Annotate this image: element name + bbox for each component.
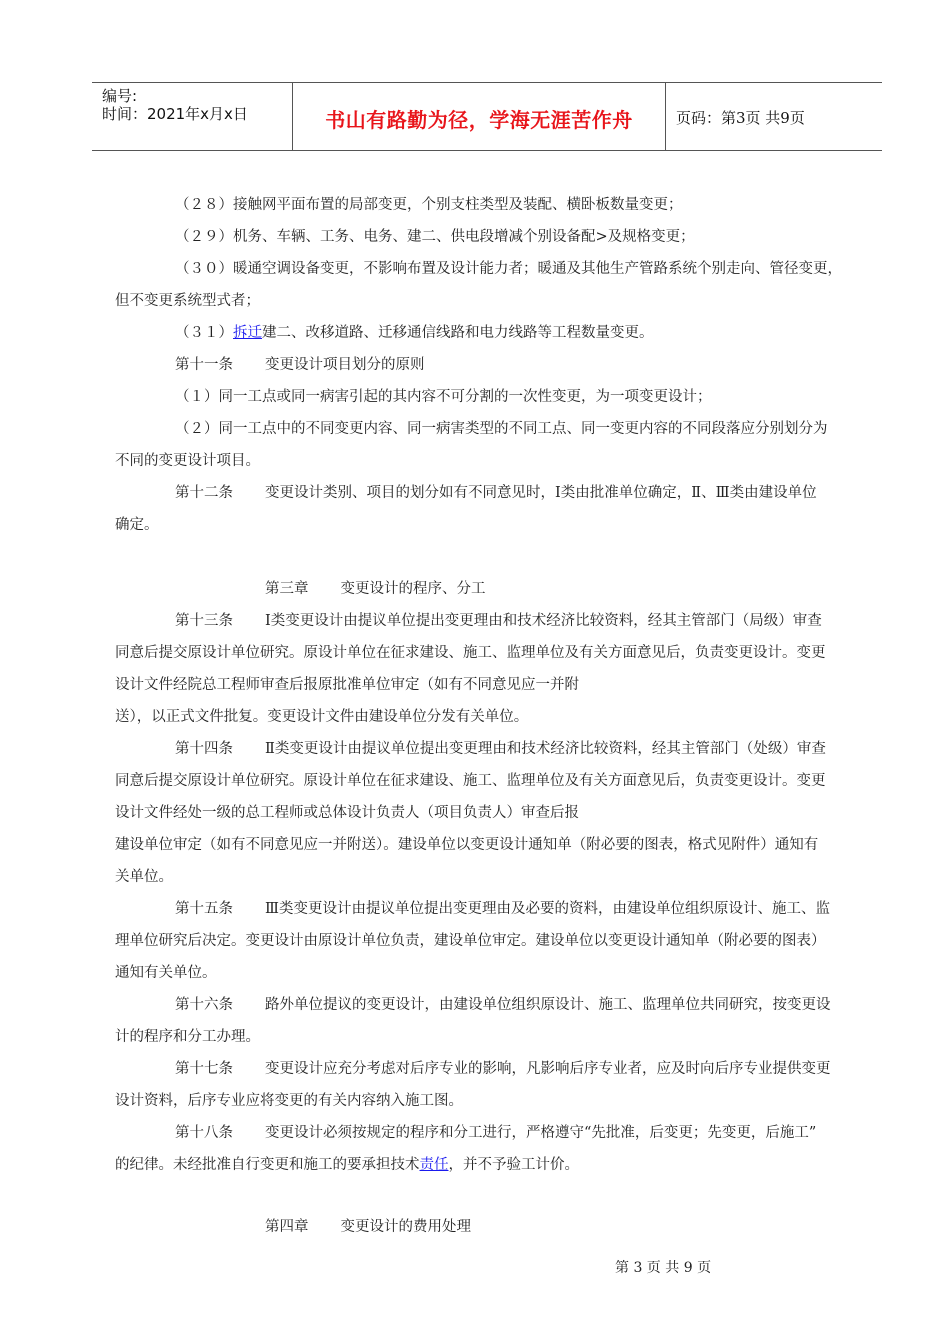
article-11-text: 变更设计项目划分的原则 — [265, 357, 425, 373]
article-17-line-2: 设计资料，后序专业应将变更的有关内容纳入施工图。 — [115, 1093, 463, 1109]
item-31-prefix: （３１） — [175, 325, 233, 341]
article-16-text: 路外单位提议的变更设计，由建设单位组织原设计、施工、监理单位共同研究，按变更设 — [265, 997, 831, 1013]
article-15-title: 第十五条 — [175, 901, 233, 917]
item-30-line-2: 但不变更系统型式者； — [115, 293, 260, 309]
article-16-line-2: 计的程序和分工办理。 — [115, 1029, 260, 1045]
article-17-text: 变更设计应充分考虑对后序专业的影响，凡影响后序专业者，应及时向后序专业提供变更 — [265, 1061, 831, 1077]
item-30-line-1: （３０）暖通空调设备变更，不影响布置及设计能力者；暖通及其他生产管路系统个别走向、管径变更， — [175, 261, 842, 277]
article-16-line-1 — [175, 993, 831, 1014]
document-number-label: 编号: — [102, 87, 138, 105]
article-12-title: 第十二条 — [175, 485, 233, 501]
header-page-info: 页码：第3页 共9页 — [676, 109, 805, 127]
article-18-line-2-prefix: 的纪律。未经批准自行变更和施工的要承担技术 — [115, 1157, 420, 1173]
article-16-title: 第十六条 — [175, 997, 233, 1013]
article-14-line-1 — [175, 737, 826, 758]
article-13-line-4: 送），以正式文件批复。变更设计文件由建设单位分发有关单位。 — [115, 709, 529, 725]
article-12-text: 变更设计类别、项目的划分如有不同意见时，Ⅰ类由批准单位确定，Ⅱ、Ⅲ类由建设单位 — [265, 485, 817, 501]
article-17-title: 第十七条 — [175, 1061, 233, 1077]
article-15-line-3: 通知有关单位。 — [115, 965, 217, 981]
chapter-4-heading — [265, 1215, 471, 1236]
item-31-text: 建二、改移道路、迁移通信线路和电力线路等工程数量变更。 — [262, 325, 654, 341]
article-11-point-2-line-1: （２）同一工点中的不同变更内容、同一病害类型的不同工点、同一变更内容的不同段落应分别划分为 — [175, 421, 828, 437]
page-footer: 第 3 页 共 9 页 — [615, 1260, 712, 1276]
article-17-line-1 — [175, 1057, 831, 1078]
article-15-text: Ⅲ类变更设计由提议单位提出变更理由及必要的资料，由建设单位组织原设计、施工、监 — [265, 901, 830, 917]
article-11-title: 第十一条 — [175, 357, 233, 373]
article-18-line-2 — [115, 1153, 579, 1174]
chapter-4-text: 变更设计的费用处理 — [340, 1219, 471, 1235]
article-11-heading — [175, 353, 425, 374]
chapter-3-text: 变更设计的程序、分工 — [340, 581, 486, 597]
article-18-line-2-suffix: ，并不予验工计价。 — [448, 1157, 579, 1173]
responsibility-link[interactable]: 责任 — [419, 1157, 449, 1173]
article-18-text: 变更设计必须按规定的程序和分工进行，严格遵守“先批准，后变更；先变更，后施工” — [265, 1125, 817, 1141]
item-31 — [175, 321, 654, 342]
article-11-point-1: （１）同一工点或同一病害引起的其内容不可分割的一次性变更，为一项变更设计； — [175, 389, 712, 405]
article-15-line-1 — [175, 897, 830, 918]
article-13-line-2: 同意后提交原设计单位研究。原设计单位在征求建设、施工、监理单位及有关方面意见后，负责变更设计。变更 — [115, 645, 826, 661]
article-13-text: Ⅰ类变更设计由提议单位提出变更理由和技术经济比较资料，经其主管部门（局级）审查 — [265, 613, 822, 629]
article-13-line-1 — [175, 609, 822, 630]
item-28: （２８）接触网平面布置的局部变更，个别支柱类型及装配、横卧板数量变更； — [175, 197, 683, 213]
article-14-line-3: 设计文件经处一级的总工程师或总体设计负责人（项目负责人）审查后报 — [115, 805, 579, 821]
article-14-title: 第十四条 — [175, 741, 233, 757]
article-15-line-2: 理单位研究后决定。变更设计由原设计单位负责，建设单位审定。建设单位以变更设计通知单（附必要的图表） — [115, 933, 826, 949]
header-motto: 书山有路勤为径，学海无涯苦作舟 — [325, 108, 633, 132]
article-14-line-5: 关单位。 — [115, 869, 173, 885]
article-18-title: 第十八条 — [175, 1125, 233, 1141]
chapter-4-title: 第四章 — [265, 1219, 309, 1235]
demolition-link[interactable]: 拆迁 — [233, 325, 262, 341]
chapter-3-title: 第三章 — [265, 581, 309, 597]
article-13-line-3: 设计文件经院总工程师审查后报原批准单位审定（如有不同意见应一并附 — [115, 677, 579, 693]
article-12-line-2: 确定。 — [115, 517, 159, 533]
article-12-line-1 — [175, 481, 817, 502]
article-14-line-2: 同意后提交原设计单位研究。原设计单位在征求建设、施工、监理单位及有关方面意见后，负责变更设计。变更 — [115, 773, 826, 789]
document-time-label: 时间：2021年x月x日 — [102, 105, 248, 123]
article-14-line-4: 建设单位审定（如有不同意见应一并附送）。建设单位以变更设计通知单（附必要的图表，格式见附件）通知有 — [115, 837, 819, 853]
article-11-point-2-line-2: 不同的变更设计项目。 — [115, 453, 260, 469]
article-18-line-1 — [175, 1121, 816, 1142]
article-14-text: Ⅱ类变更设计由提议单位提出变更理由和技术经济比较资料，经其主管部门（处级）审查 — [265, 741, 826, 757]
article-13-title: 第十三条 — [175, 613, 233, 629]
item-29: （２９）机务、车辆、工务、电务、建二、供电段增减个别设备配>及规格变更； — [175, 229, 695, 245]
chapter-3-heading — [265, 577, 486, 598]
